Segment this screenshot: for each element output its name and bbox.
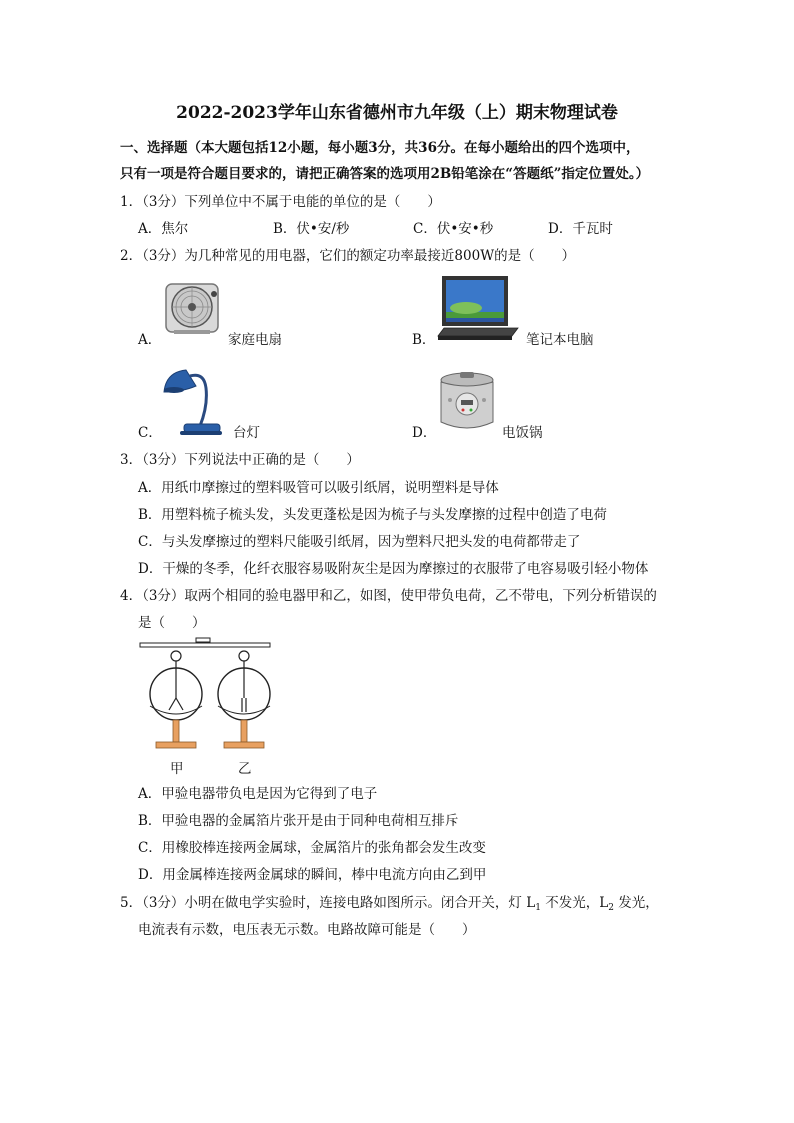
question-5-stem-part-b: 不发光，L — [540, 895, 609, 911]
desk-lamp-icon — [160, 362, 226, 438]
question-2-option-a-letter: A． — [138, 332, 162, 348]
question-2-stem: 2．（3分）为几种常见的用电器，它们的额定功率最接近800W的是（ ） — [120, 248, 576, 264]
question-4-option-a: A．甲验电器带负电是因为它得到了电子 — [138, 786, 378, 802]
electroscope-yi — [218, 651, 270, 748]
question-2-option-b-letter: B． — [412, 332, 436, 348]
question-1-stem: 1．（3分）下列单位中不属于电能的单位的是（ ） — [120, 194, 441, 210]
question-1-option-a: A．焦尔 — [138, 221, 189, 237]
electroscope-diagram — [136, 636, 274, 752]
question-3-option-a: A．用纸巾摩擦过的塑料吸管可以吸引纸屑，说明塑料是导体 — [138, 480, 499, 496]
question-5-stem-line2: 电流表有示数，电压表无示数。电路故障可能是（ ） — [138, 922, 476, 938]
lamp-l1-subscript: 1 — [535, 903, 541, 913]
exam-title: 2022-2023学年山东省德州市九年级（上）期末物理试卷 — [176, 103, 618, 123]
question-1-option-b: B．伏•安/秒 — [273, 221, 350, 237]
section-heading-line1: 一、选择题（本大题包括12小题，每小题3分，共36分。在每小题给出的四个选项中， — [120, 140, 640, 156]
question-5-stem-part-c: 发光， — [613, 895, 659, 911]
question-4-option-b: B．甲验电器的金属箔片张开是由于同种电荷相互排斥 — [138, 813, 459, 829]
question-2-option-b-label: 笔记本电脑 — [526, 332, 594, 348]
question-4-stem-line1: 4．（3分）取两个相同的验电器甲和乙，如图，使甲带负电荷，乙不带电，下列分析错误的 — [120, 588, 657, 604]
lamp-l2-subscript: 2 — [608, 903, 614, 913]
question-3-option-c: C．与头发摩擦过的塑料尺能吸引纸屑，因为塑料尺把头发的电荷都带走了 — [138, 534, 581, 550]
question-5-stem-part-a: 5．（3分）小明在做电学实验时，连接电路如图所示。闭合开关，灯 L — [120, 895, 536, 911]
question-1-option-c: C．伏•安•秒 — [413, 221, 494, 237]
question-4-stem-line2: 是（ ） — [138, 615, 206, 631]
electroscope-label-jia: 甲 — [170, 761, 184, 777]
electroscope-label-yi: 乙 — [238, 761, 252, 777]
question-2-option-d-letter: D． — [412, 425, 437, 441]
question-3-option-d: D．干燥的冬季，化纤衣服容易吸附灰尘是因为摩擦过的衣服带了电容易吸引轻小物体 — [138, 561, 649, 577]
question-2-option-c-label: 台灯 — [233, 425, 260, 441]
question-4-option-d: D．用金属棒连接两金属球的瞬间，棒中电流方向由乙到甲 — [138, 867, 487, 883]
question-4-option-c: C．用橡胶棒连接两金属球，金属箔片的张角都会发生改变 — [138, 840, 486, 856]
question-2-option-c-letter: C． — [138, 425, 162, 441]
question-3-stem: 3．（3分）下列说法中正确的是（ ） — [120, 452, 360, 468]
question-2-option-a-label: 家庭电扇 — [228, 332, 282, 348]
rice-cooker-icon — [436, 370, 498, 436]
electroscope-jia — [150, 651, 202, 748]
fan-icon — [160, 278, 226, 338]
laptop-icon — [436, 274, 520, 346]
question-3-option-b: B．用塑料梳子梳头发，头发更蓬松是因为梳子与头发摩擦的过程中创造了电荷 — [138, 507, 607, 523]
question-1-option-d: D．千瓦时 — [548, 221, 613, 237]
question-5-stem-line1 — [120, 891, 659, 913]
question-2-option-d-label: 电饭锅 — [502, 425, 543, 441]
section-heading-line2: 只有一项是符合题目要求的，请把正确答案的选项用2B铅笔涂在“答题纸”指定位置处。） — [120, 166, 650, 182]
